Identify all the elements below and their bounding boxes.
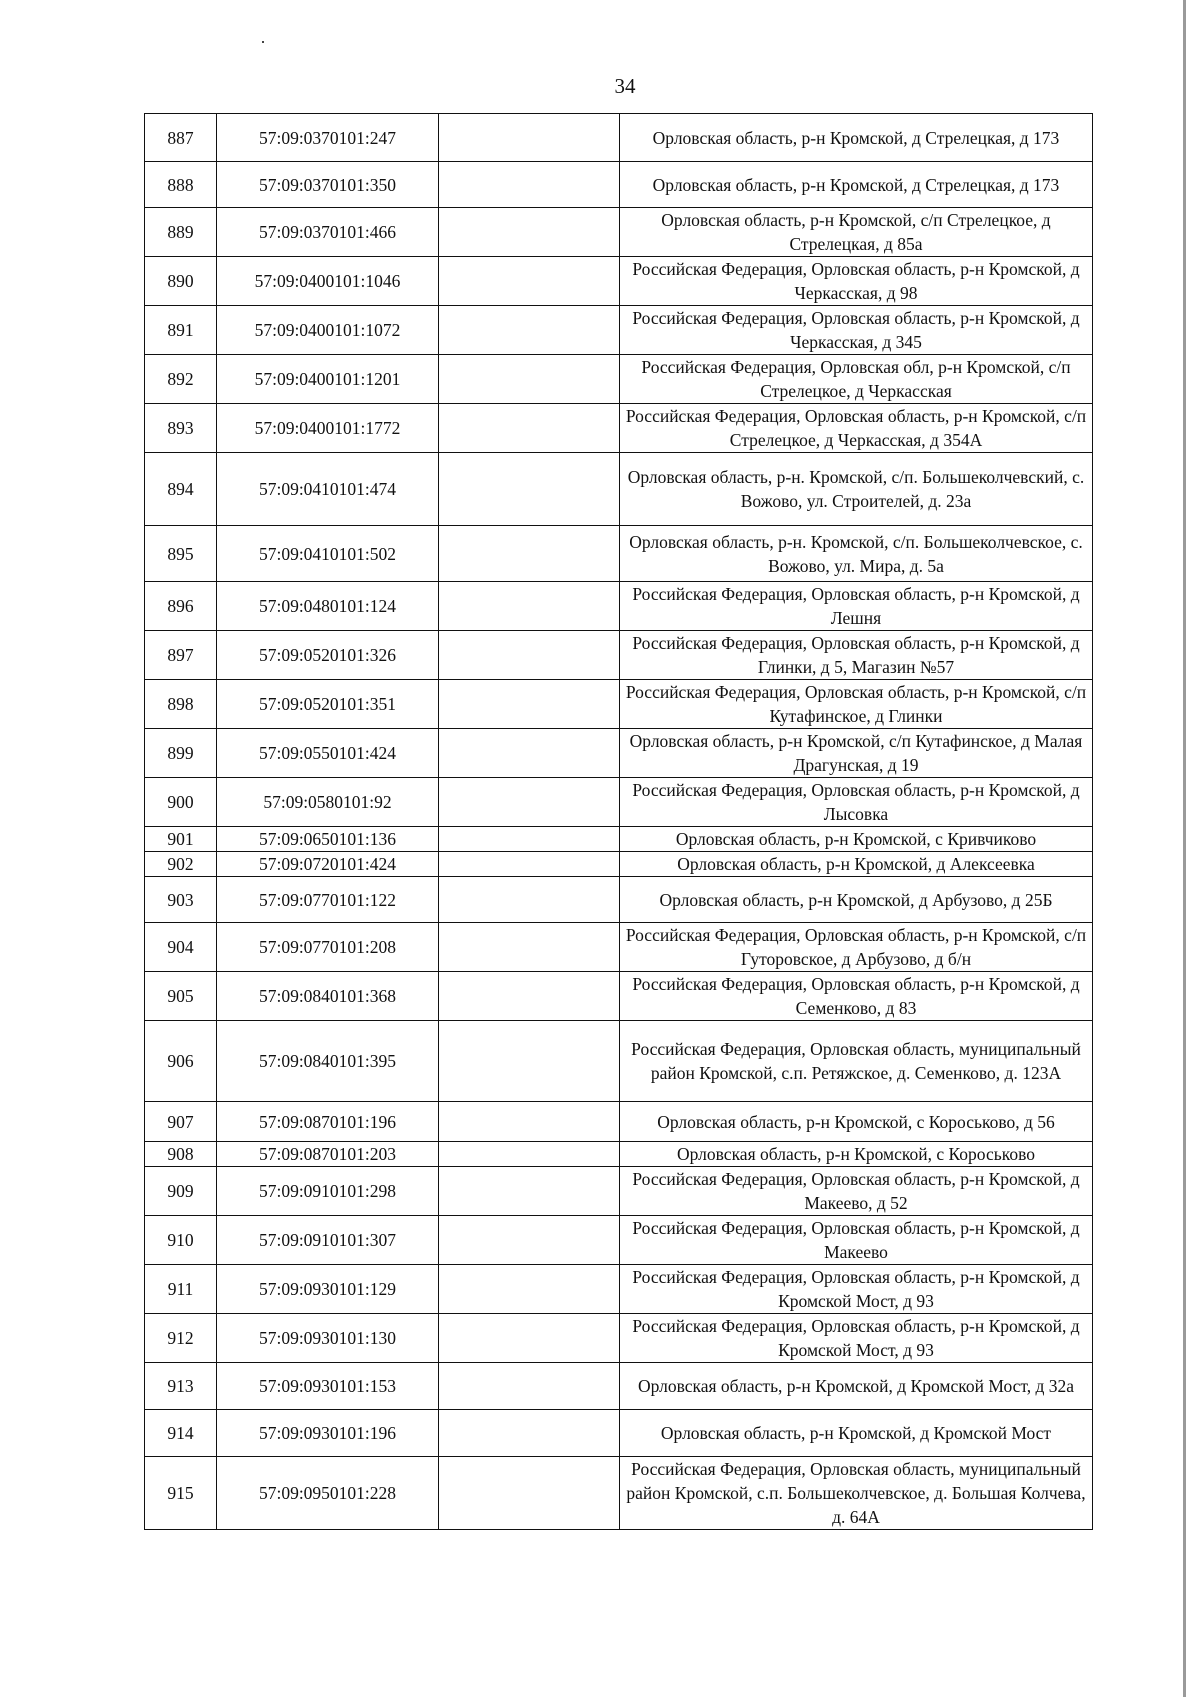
page-number: 34 [614, 74, 636, 98]
row-number-cell: 897 [145, 631, 217, 680]
empty-cell [439, 1265, 620, 1314]
row-number-cell: 906 [145, 1021, 217, 1102]
address-cell: Российская Федерация, Орловская область, р-н Кромской, д Черкасская, д 98 [620, 257, 1093, 306]
address-cell: Орловская область, р-н. Кромской, с/п. Большеколчевское, с. Вожово, ул. Мира, д. 5а [620, 526, 1093, 582]
row-number-cell: 895 [145, 526, 217, 582]
address-cell: Орловская область, р-н Кромской, д Кромской Мост [620, 1410, 1093, 1457]
address-cell: Российская Федерация, Орловская обл, р-н Кромской, с/п Стрелецкое, д Черкасская [620, 355, 1093, 404]
cadastral-number-cell: 57:09:0930101:153 [217, 1363, 439, 1410]
empty-cell [439, 1457, 620, 1530]
cadastral-number-cell: 57:09:0720101:424 [217, 852, 439, 877]
empty-cell [439, 582, 620, 631]
empty-cell [439, 852, 620, 877]
row-number-cell: 910 [145, 1216, 217, 1265]
address-cell: Российская Федерация, Орловская область, р-н Кромской, с/п Стрелецкое, д Черкасская, д 354А [620, 404, 1093, 453]
table-row [145, 1021, 1093, 1102]
address-cell: Российская Федерация, Орловская область, р-н Кромской, д Лысовка [620, 778, 1093, 827]
table-row [145, 1265, 1093, 1314]
address-cell: Орловская область, р-н Кромской, д Стрелецкая, д 173 [620, 162, 1093, 208]
cadastral-number-cell: 57:09:0930101:130 [217, 1314, 439, 1363]
cadastral-number-cell: 57:09:0930101:196 [217, 1410, 439, 1457]
row-number-cell: 903 [145, 877, 217, 923]
address-cell: Российская Федерация, Орловская область, р-н Кромской, д Макеево, д 52 [620, 1167, 1093, 1216]
empty-cell [439, 162, 620, 208]
row-number-cell: 888 [145, 162, 217, 208]
cadastral-number-cell: 57:09:0370101:350 [217, 162, 439, 208]
table-row [145, 404, 1093, 453]
cadastral-number-cell: 57:09:0910101:307 [217, 1216, 439, 1265]
empty-cell [439, 114, 620, 162]
table-row [145, 114, 1093, 162]
address-cell: Российская Федерация, Орловская область, р-н Кромской, с/п Кутафинское, д Глинки [620, 680, 1093, 729]
table-row [145, 680, 1093, 729]
cadastral-number-cell: 57:09:0950101:228 [217, 1457, 439, 1530]
table-row [145, 1410, 1093, 1457]
table-row [145, 1167, 1093, 1216]
cadastral-number-cell: 57:09:0480101:124 [217, 582, 439, 631]
empty-cell [439, 1102, 620, 1142]
cadastral-number-cell: 57:09:0410101:474 [217, 453, 439, 526]
row-number-cell: 905 [145, 972, 217, 1021]
table-row [145, 827, 1093, 852]
table-row [145, 1363, 1093, 1410]
row-number-cell: 887 [145, 114, 217, 162]
cadastral-number-cell: 57:09:0580101:92 [217, 778, 439, 827]
cadastral-number-cell: 57:09:0840101:368 [217, 972, 439, 1021]
row-number-cell: 889 [145, 208, 217, 257]
table-row [145, 852, 1093, 877]
cadastral-number-cell: 57:09:0520101:351 [217, 680, 439, 729]
cadastral-number-cell: 57:09:0550101:424 [217, 729, 439, 778]
row-number-cell: 892 [145, 355, 217, 404]
cadastral-number-cell: 57:09:0400101:1772 [217, 404, 439, 453]
scan-speck [262, 41, 264, 43]
empty-cell [439, 1142, 620, 1167]
empty-cell [439, 404, 620, 453]
address-cell: Российская Федерация, Орловская область, р-н Кромской, д Семенково, д 83 [620, 972, 1093, 1021]
address-cell: Орловская область, р-н Кромской, с Кривчиково [620, 827, 1093, 852]
cadastral-number-cell: 57:09:0770101:208 [217, 923, 439, 972]
cadastral-number-cell: 57:09:0910101:298 [217, 1167, 439, 1216]
address-cell: Российская Федерация, Орловская область, муниципальный район Кромской, с.п. Ретяжское, д. Семенково, д. 123А [620, 1021, 1093, 1102]
row-number-cell: 899 [145, 729, 217, 778]
empty-cell [439, 827, 620, 852]
row-number-cell: 907 [145, 1102, 217, 1142]
table-row [145, 1314, 1093, 1363]
address-cell: Российская Федерация, Орловская область, р-н Кромской, д Кромской Мост, д 93 [620, 1314, 1093, 1363]
cadastral-number-cell: 57:09:0400101:1201 [217, 355, 439, 404]
address-cell: Российская Федерация, Орловская область, муниципальный район Кромской, с.п. Большеколчевское, д. Большая Колчева, д. 64А [620, 1457, 1093, 1530]
table-row [145, 526, 1093, 582]
empty-cell [439, 355, 620, 404]
address-cell: Российская Федерация, Орловская область, р-н Кромской, д Черкасская, д 345 [620, 306, 1093, 355]
cadastral-number-cell: 57:09:0930101:129 [217, 1265, 439, 1314]
row-number-cell: 900 [145, 778, 217, 827]
empty-cell [439, 306, 620, 355]
empty-cell [439, 1363, 620, 1410]
row-number-cell: 894 [145, 453, 217, 526]
row-number-cell: 913 [145, 1363, 217, 1410]
table-row [145, 453, 1093, 526]
row-number-cell: 890 [145, 257, 217, 306]
address-cell: Орловская область, р-н Кромской, д Кромской Мост, д 32а [620, 1363, 1093, 1410]
empty-cell [439, 972, 620, 1021]
row-number-cell: 912 [145, 1314, 217, 1363]
address-cell: Орловская область, р-н Кромской, с Короськово [620, 1142, 1093, 1167]
cadastral-number-cell: 57:09:0650101:136 [217, 827, 439, 852]
empty-cell [439, 778, 620, 827]
cadastral-number-cell: 57:09:0370101:466 [217, 208, 439, 257]
cadastral-number-cell: 57:09:0400101:1046 [217, 257, 439, 306]
empty-cell [439, 1167, 620, 1216]
address-cell: Орловская область, р-н. Кромской, с/п. Большеколчевский, с. Вожово, ул. Строителей, д. 23а [620, 453, 1093, 526]
table-row [145, 778, 1093, 827]
row-number-cell: 908 [145, 1142, 217, 1167]
table-row [145, 1102, 1093, 1142]
empty-cell [439, 1410, 620, 1457]
empty-cell [439, 1314, 620, 1363]
table-row [145, 257, 1093, 306]
cadastral-number-cell: 57:09:0870101:203 [217, 1142, 439, 1167]
row-number-cell: 909 [145, 1167, 217, 1216]
table-row [145, 972, 1093, 1021]
scan-edge-line [1183, 0, 1186, 1697]
cadastral-number-cell: 57:09:0870101:196 [217, 1102, 439, 1142]
cadastral-number-cell: 57:09:0400101:1072 [217, 306, 439, 355]
table-row [145, 582, 1093, 631]
empty-cell [439, 1021, 620, 1102]
table-row [145, 877, 1093, 923]
address-cell: Орловская область, р-н Кромской, с/п Кутафинское, д Малая Драгунская, д 19 [620, 729, 1093, 778]
row-number-cell: 891 [145, 306, 217, 355]
table-row [145, 923, 1093, 972]
row-number-cell: 904 [145, 923, 217, 972]
empty-cell [439, 923, 620, 972]
table-row [145, 306, 1093, 355]
empty-cell [439, 1216, 620, 1265]
table-row [145, 729, 1093, 778]
address-cell: Российская Федерация, Орловская область, р-н Кромской, д Глинки, д 5, Магазин №57 [620, 631, 1093, 680]
empty-cell [439, 680, 620, 729]
row-number-cell: 898 [145, 680, 217, 729]
address-cell: Российская Федерация, Орловская область, р-н Кромской, д Макеево [620, 1216, 1093, 1265]
row-number-cell: 902 [145, 852, 217, 877]
address-cell: Орловская область, р-н Кромской, д Алексеевка [620, 852, 1093, 877]
table-row [145, 1457, 1093, 1530]
empty-cell [439, 453, 620, 526]
table-row [145, 1216, 1093, 1265]
row-number-cell: 896 [145, 582, 217, 631]
empty-cell [439, 877, 620, 923]
empty-cell [439, 257, 620, 306]
cadastral-number-cell: 57:09:0410101:502 [217, 526, 439, 582]
cadastral-number-cell: 57:09:0520101:326 [217, 631, 439, 680]
table-row [145, 1142, 1093, 1167]
empty-cell [439, 729, 620, 778]
cadastral-number-cell: 57:09:0840101:395 [217, 1021, 439, 1102]
registry-table-body [145, 114, 1093, 1530]
empty-cell [439, 526, 620, 582]
table-row [145, 631, 1093, 680]
row-number-cell: 911 [145, 1265, 217, 1314]
address-cell: Орловская область, р-н Кромской, д Арбузово, д 25Б [620, 877, 1093, 923]
table-row [145, 355, 1093, 404]
row-number-cell: 914 [145, 1410, 217, 1457]
address-cell: Российская Федерация, Орловская область, р-н Кромской, д Кромской Мост, д 93 [620, 1265, 1093, 1314]
address-cell: Российская Федерация, Орловская область, р-н Кромской, д Лешня [620, 582, 1093, 631]
table-row [145, 162, 1093, 208]
cadastral-number-cell: 57:09:0370101:247 [217, 114, 439, 162]
cadastral-number-cell: 57:09:0770101:122 [217, 877, 439, 923]
row-number-cell: 901 [145, 827, 217, 852]
address-cell: Орловская область, р-н Кромской, с/п Стрелецкое, д Стрелецкая, д 85а [620, 208, 1093, 257]
row-number-cell: 915 [145, 1457, 217, 1530]
empty-cell [439, 208, 620, 257]
row-number-cell: 893 [145, 404, 217, 453]
address-cell: Орловская область, р-н Кромской, д Стрелецкая, д 173 [620, 114, 1093, 162]
registry-table [144, 113, 1093, 1530]
address-cell: Российская Федерация, Орловская область, р-н Кромской, с/п Гуторовское, д Арбузово, д б/н [620, 923, 1093, 972]
address-cell: Орловская область, р-н Кромской, с Короськово, д 56 [620, 1102, 1093, 1142]
table-row [145, 208, 1093, 257]
empty-cell [439, 631, 620, 680]
